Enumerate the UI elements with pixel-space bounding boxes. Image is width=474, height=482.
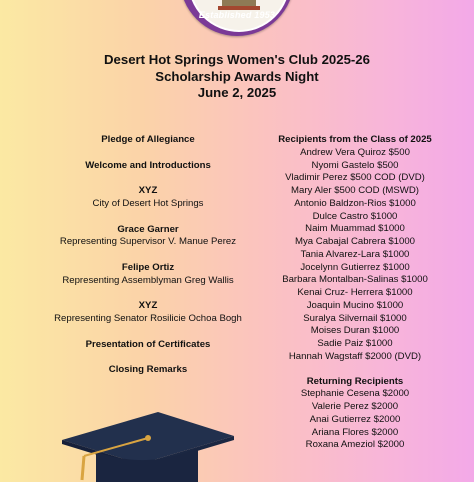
returning-heading: Returning Recipients bbox=[306, 375, 404, 387]
recipient-name: Nyomi Gastelo $500 bbox=[311, 159, 399, 171]
event-title: Desert Hot Springs Women's Club 2025-26 bbox=[104, 52, 370, 67]
recipient-name: Andrew Vera Quiroz $500 bbox=[300, 146, 410, 158]
recipient-name: Mya Cabajal Cabrera $1000 bbox=[295, 236, 415, 247]
recipient-name: Tania Alvarez-Lara $1000 bbox=[300, 248, 410, 260]
recipient-name: Sadie Paiz $1000 bbox=[317, 338, 393, 349]
program-item-sub: City of Desert Hot Springs bbox=[92, 197, 204, 209]
event-subtitle: Scholarship Awards Night bbox=[155, 68, 319, 84]
graduation-cap-icon bbox=[48, 412, 248, 482]
club-seal-logo bbox=[180, 0, 294, 36]
seal-established-text: Established 1953 bbox=[198, 10, 276, 20]
recipient-name: Vladimir Perez $500 COD (DVD) bbox=[285, 172, 425, 184]
recipient-name: Kenai Cruz- Herrera $1000 bbox=[297, 287, 413, 298]
program-item-sub: Representing Assemblyman Greg Wallis bbox=[62, 274, 234, 286]
recipient-name: Antonio Baldzon-Rios $1000 bbox=[294, 197, 416, 209]
returning-recipient-name: Anai Gutierrez $2000 bbox=[309, 413, 401, 425]
program-item-sub: Representing Senator Rosilicie Ochoa Bogh bbox=[54, 313, 242, 325]
program-item-title: XYZ bbox=[138, 300, 158, 312]
event-header bbox=[0, 52, 474, 102]
recipient-name: Moises Duran $1000 bbox=[310, 325, 400, 337]
program-item-title: Welcome and Introductions bbox=[85, 159, 211, 171]
program-item-title: XYZ bbox=[138, 185, 158, 197]
recipient-name: Suralya Silvernail $1000 bbox=[303, 312, 407, 324]
returning-recipient-name: Valerie Perez $2000 bbox=[311, 401, 399, 412]
program-item-title: Pledge of Allegiance bbox=[101, 134, 195, 145]
returning-recipient-name: Roxana Ameziol $2000 bbox=[305, 439, 405, 451]
returning-recipient-name: Ariana Flores $2000 bbox=[311, 426, 399, 438]
program-item-sub: Representing Supervisor V. Manue Perez bbox=[59, 236, 237, 248]
recipient-name: Hannah Wagstaff $2000 (DVD) bbox=[288, 350, 422, 362]
event-date: June 2, 2025 bbox=[197, 85, 277, 100]
recipient-name: Barbara Montalban-Salinas $1000 bbox=[282, 274, 428, 286]
recipients-heading: Recipients from the Class of 2025 bbox=[278, 134, 432, 145]
program-item-title: Presentation of Certificates bbox=[85, 338, 211, 350]
program-item-title: Grace Garner bbox=[117, 223, 179, 235]
recipient-name: Joaquin Mucino $1000 bbox=[306, 299, 404, 311]
program-list bbox=[18, 134, 278, 377]
returning-recipient-name: Stephanie Cesena $2000 bbox=[300, 388, 410, 400]
recipient-name: Mary Aler $500 COD (MSWD) bbox=[291, 185, 419, 196]
recipient-name: Naim Muammad $1000 bbox=[305, 223, 405, 235]
recipient-name: Jocelynn Gutierrez $1000 bbox=[300, 261, 410, 273]
recipients-list bbox=[255, 134, 455, 452]
building-emblem-icon bbox=[218, 0, 260, 10]
program-item-title: Closing Remarks bbox=[108, 364, 188, 376]
recipient-name: Dulce Castro $1000 bbox=[312, 210, 398, 222]
program-item-title: Felipe Ortiz bbox=[121, 261, 175, 273]
